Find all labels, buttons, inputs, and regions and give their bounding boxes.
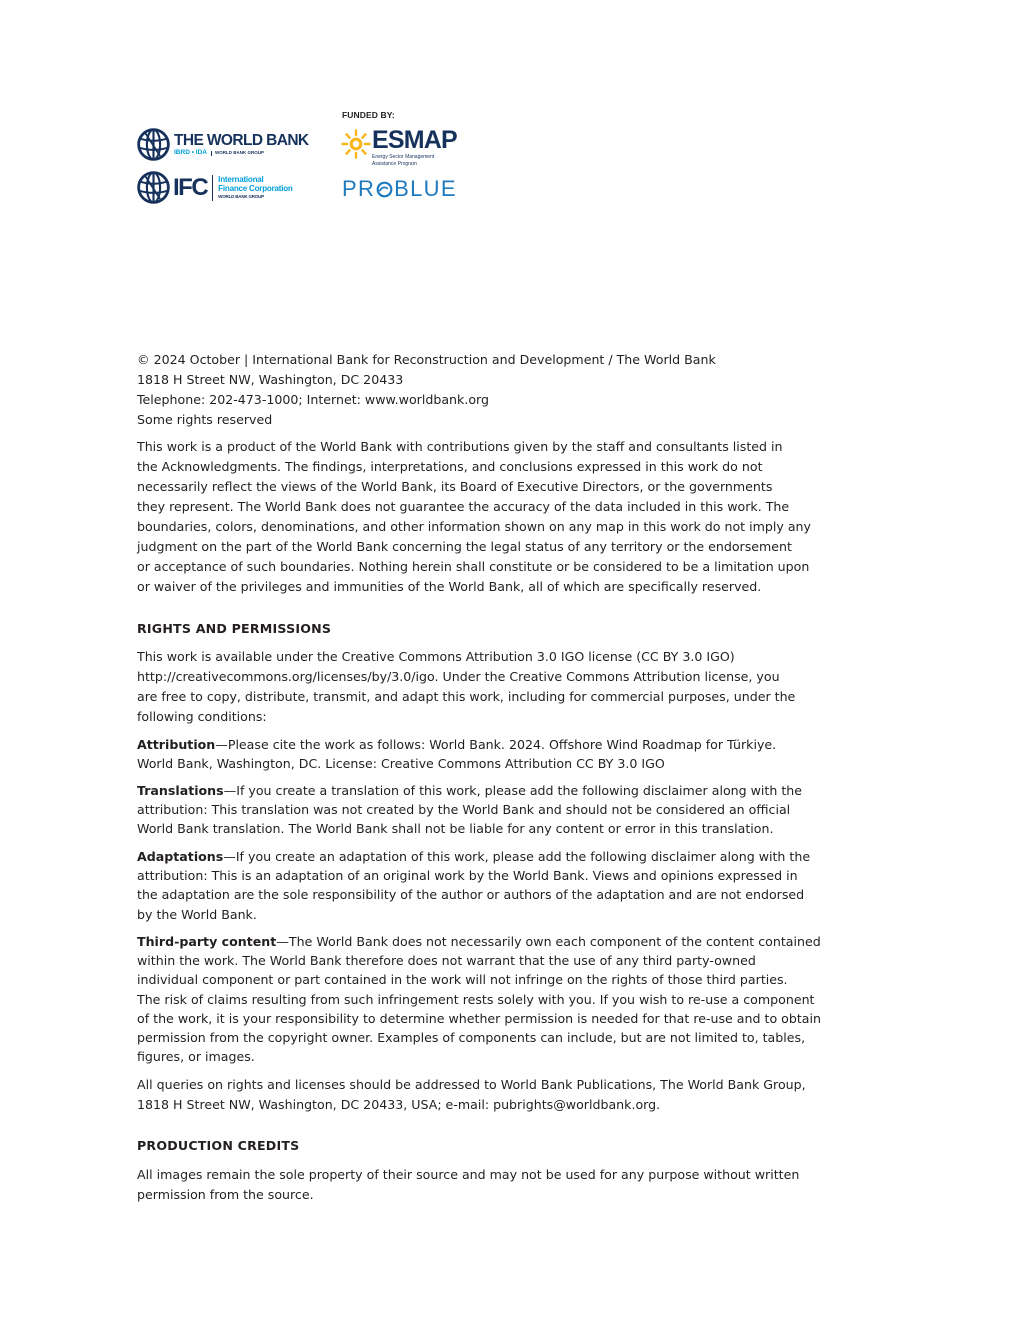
third-party-line: The risk of claims resulting from such infringement rests solely with you. If you wish to re-use a component	[137, 991, 815, 1007]
translations-label: Translations	[137, 783, 224, 798]
third-party-line: figures, or images.	[137, 1049, 255, 1065]
esmap-tagline-1: Energy Sector Management	[372, 154, 435, 160]
attribution-text: —Please cite the work as follows: World Bank. 2024. Offshore Wind Roadmap for Türkiye.	[215, 737, 777, 752]
disclaimer-line: This work is a product of the World Bank with contributions given by the staff and consultants listed in	[137, 439, 783, 454]
rights-intro-line: This work is available under the Creative Commons Attribution 3.0 IGO license (CC BY 3.0 IGO)	[137, 649, 735, 664]
funded-by-label: FUNDED BY:	[342, 110, 395, 120]
adaptations-text: —If you create an adaptation of this work, please add the following disclaimer along with the	[223, 849, 811, 864]
translations-line: attribution: This translation was not created by the World Bank and should not be considered an official	[137, 802, 791, 818]
rights-heading: RIGHTS AND PERMISSIONS	[137, 621, 332, 636]
disclaimer-line: or acceptance of such boundaries. Nothing herein shall constitute or be considered to be a limitation upon	[137, 559, 810, 574]
esmap-logo	[340, 128, 457, 167]
ifc-acronym: IFC	[173, 173, 208, 201]
world-bank-name: THE WORLD BANK	[174, 131, 309, 149]
production-line: All images remain the sole property of their source and may not be used for any purpose without written	[137, 1167, 800, 1182]
third-party-line: of the work, it is your responsibility to determine whether permission is needed for that re-use and to obtain	[137, 1010, 821, 1026]
attribution-label: Attribution	[137, 737, 216, 752]
production-line: permission from the source.	[137, 1187, 314, 1202]
third-party-line: individual component or part contained in the work will not infringe on the rights of those third parties.	[137, 972, 788, 988]
world-bank-globe-icon	[137, 128, 170, 161]
rights-intro-line: http://creativecommons.org/licenses/by/3.0/igo. Under the Creative Commons Attribution license, you	[137, 669, 780, 684]
production-paragraph	[137, 1165, 897, 1205]
queries-paragraph	[137, 1075, 897, 1115]
third-party-condition	[137, 932, 897, 1066]
adaptations-line: attribution: This is an adaptation of an original work by the World Bank. Views and opinions expressed in	[137, 868, 798, 884]
rights-reserved-line: Some rights reserved	[137, 412, 273, 427]
translations-condition	[137, 781, 897, 839]
adaptations-line: the adaptation are the sole responsibility of the author or authors of the adaptation and are not endorsed	[137, 887, 805, 903]
ifc-name-line1: International	[218, 175, 264, 184]
adaptations-line: by the World Bank.	[137, 906, 257, 922]
translations-line: World Bank translation. The World Bank shall not be liable for any content or error in this translation.	[137, 821, 774, 837]
copyright-line: © 2024 October | International Bank for Reconstruction and Development / The World Bank	[137, 352, 716, 367]
sun-icon	[340, 128, 372, 160]
third-party-line: permission from the copyright owner. Examples of components can include, but are not limited to, tables,	[137, 1030, 806, 1046]
ifc-logo	[137, 171, 293, 204]
ifc-group-label: WORLD BANK GROUP	[218, 194, 264, 199]
contact-line: Telephone: 202-473-1000; Internet: www.worldbank.org	[137, 392, 489, 407]
ifc-globe-icon	[137, 171, 170, 204]
queries-line: 1818 H Street NW, Washington, DC 20433, USA; e-mail: pubrights@worldbank.org.	[137, 1097, 661, 1112]
problue-right: BLUE	[394, 176, 457, 201]
world-bank-logo	[137, 128, 309, 161]
production-heading: PRODUCTION CREDITS	[137, 1138, 300, 1153]
ifc-divider	[212, 175, 213, 201]
esmap-tagline-2: Assistance Program	[372, 161, 417, 167]
esmap-name: ESMAP	[372, 126, 457, 154]
rights-intro-line: following conditions:	[137, 709, 267, 724]
disclaimer-line: or waiver of the privileges and immunities of the World Bank, all of which are specifically reserved.	[137, 579, 762, 594]
rights-intro	[137, 647, 897, 727]
rights-intro-line: are free to copy, distribute, transmit, and adapt this work, including for commercial purposes, under the	[137, 689, 796, 704]
disclaimer-line: necessarily reflect the views of the World Bank, its Board of Executive Directors, or the governments	[137, 479, 773, 494]
problue-left: PR	[342, 176, 376, 201]
attribution-line: World Bank, Washington, DC. License: Creative Commons Attribution CC BY 3.0 IGO	[137, 756, 665, 772]
disclaimer-line: judgment on the part of the World Bank concerning the legal status of any territory or the endorsement	[137, 539, 792, 554]
translations-text: —If you create a translation of this work, please add the following disclaimer along with the	[223, 783, 803, 798]
problue-wave-icon	[376, 181, 393, 198]
ifc-name-line2: Finance Corporation	[218, 184, 293, 193]
disclaimer-line: the Acknowledgments. The findings, interpretations, and conclusions expressed in this work do not	[137, 459, 763, 474]
attribution-condition	[137, 735, 897, 773]
third-party-line: within the work. The World Bank therefore does not warrant that the use of any third party-owned	[137, 953, 756, 969]
third-party-text: —The World Bank does not necessarily own each component of the content contained	[276, 934, 821, 949]
disclaimer-line: they represent. The World Bank does not guarantee the accuracy of the data included in this work. The	[137, 499, 790, 514]
world-bank-group-label: WORLD BANK GROUP	[211, 151, 264, 156]
disclaimer-paragraph	[137, 437, 897, 597]
third-party-label: Third-party content	[137, 934, 277, 949]
problue-logo	[342, 178, 457, 200]
address-line: 1818 H Street NW, Washington, DC 20433	[137, 372, 404, 387]
disclaimer-line: boundaries, colors, denominations, and other information shown on any map in this work do not imply any	[137, 519, 811, 534]
adaptations-condition	[137, 847, 897, 924]
ibrd-ida-label: IBRD • IDA	[174, 149, 207, 156]
queries-line: All queries on rights and licenses should be addressed to World Bank Publications, The World Bank Group,	[137, 1077, 806, 1092]
adaptations-label: Adaptations	[137, 849, 224, 864]
copyright-block	[137, 350, 897, 430]
